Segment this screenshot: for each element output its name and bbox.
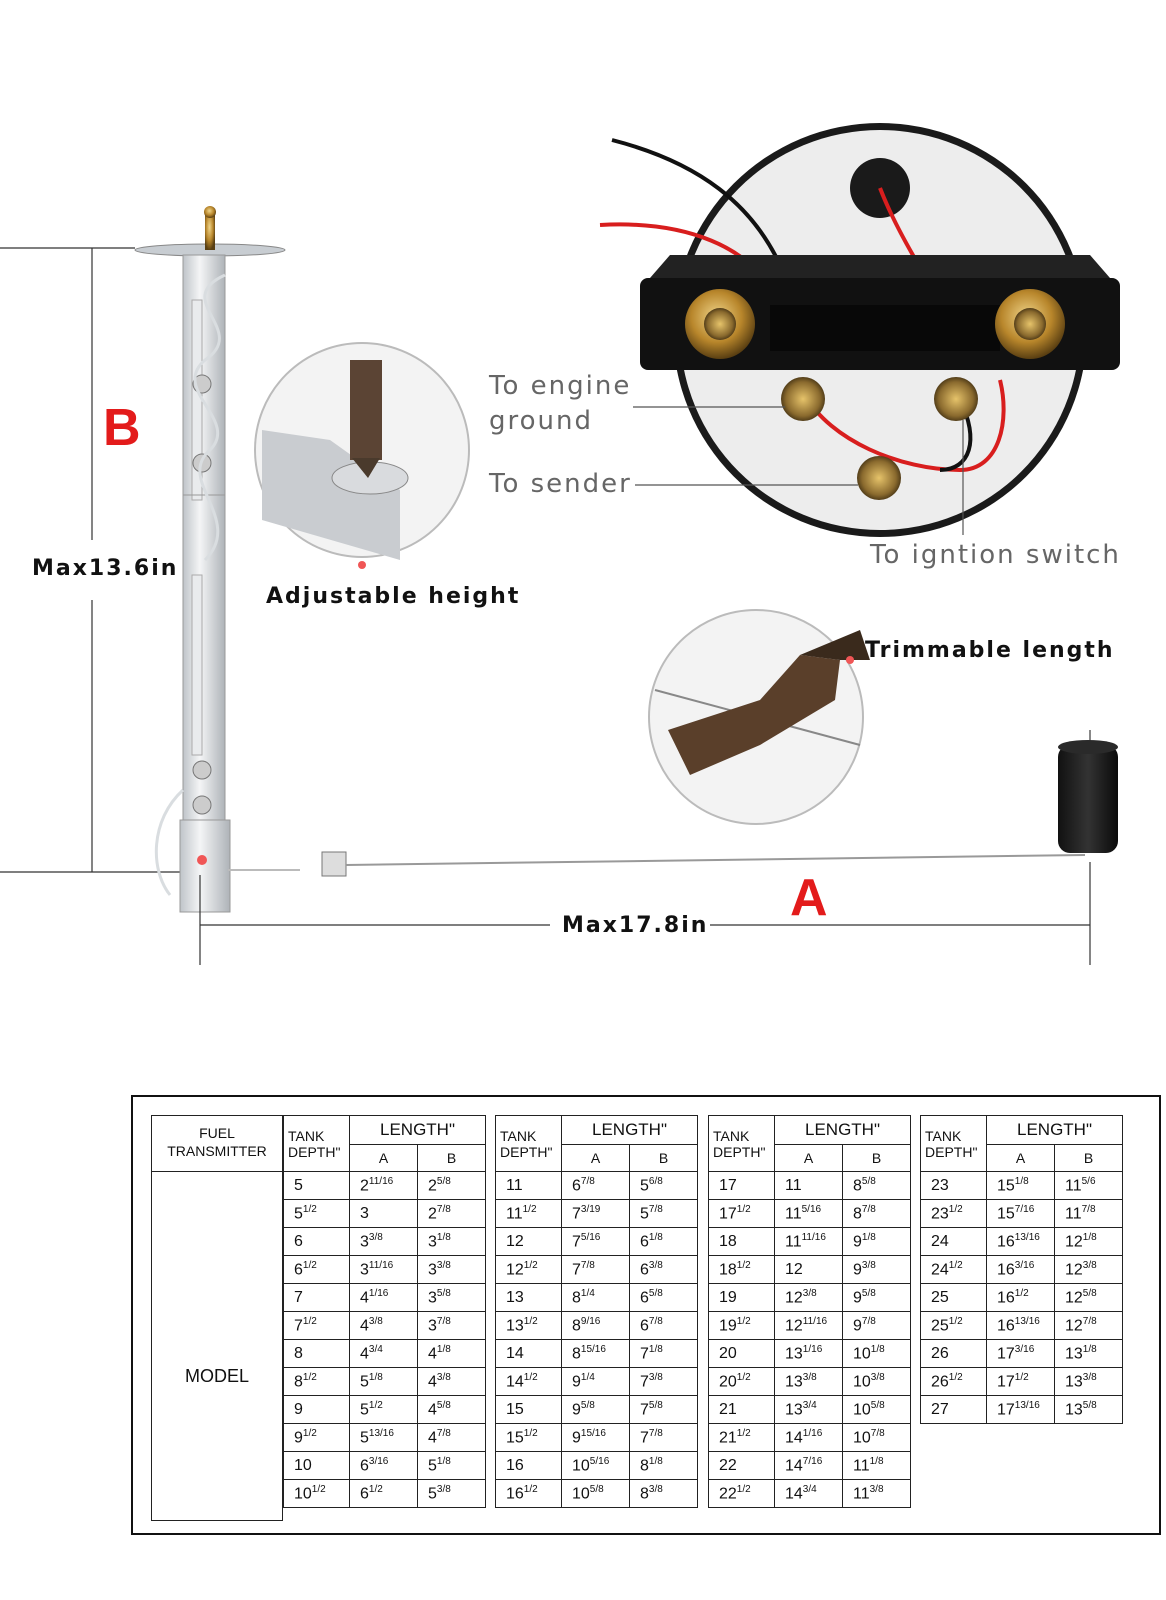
table-row [921, 1256, 1123, 1284]
tank-depth-cell: $11^{1/2}$ [496, 1200, 562, 1228]
length-b-cell: $7^{5/8}$ [630, 1396, 698, 1424]
tank-label: TANK [288, 1127, 325, 1144]
model-column [151, 1115, 283, 1521]
length-b-cell: $11^{1/8}$ [843, 1452, 911, 1480]
length-b-cell: $3^{7/8}$ [418, 1312, 486, 1340]
fuel-label: FUEL [199, 1125, 235, 1141]
length-a-cell: $4^{1/16}$ [350, 1284, 418, 1312]
label-engine-ground-1: To engine [489, 371, 632, 401]
length-a-cell: $12^{3/8}$ [775, 1284, 843, 1312]
length-a-cell: $14^{1/16}$ [775, 1424, 843, 1452]
length-b-cell: $12^{7/8}$ [1055, 1312, 1123, 1340]
tank-depth-cell: $17^{1/2}$ [709, 1200, 775, 1228]
tank-depth-cell: 7 [284, 1284, 350, 1312]
tank-depth-cell: 11 [496, 1172, 562, 1200]
table-row [921, 1340, 1123, 1368]
length-a-cell: $13^{3/4}$ [775, 1396, 843, 1424]
length-b-cell: $10^{3/8}$ [843, 1368, 911, 1396]
tank-depth-cell: 10 [284, 1452, 350, 1480]
length-b-cell: $11^{5/6}$ [1055, 1172, 1123, 1200]
tank-depth-cell: $9^{1/2}$ [284, 1424, 350, 1452]
table-row [284, 1312, 486, 1340]
table-row [709, 1200, 911, 1228]
length-b-cell: $2^{7/8}$ [418, 1200, 486, 1228]
tank-depth-cell: $25^{1/2}$ [921, 1312, 987, 1340]
tank-depth-cell: $8^{1/2}$ [284, 1368, 350, 1396]
length-a-cell: $16^{13/16}$ [987, 1228, 1055, 1256]
length-a-cell: $12^{11/16}$ [775, 1312, 843, 1340]
length-b-cell: $4^{3/8}$ [418, 1368, 486, 1396]
length-b-cell: $6^{3/8}$ [630, 1256, 698, 1284]
table-row [709, 1340, 911, 1368]
table-row [284, 1228, 486, 1256]
tank-depth-cell: $10^{1/2}$ [284, 1480, 350, 1508]
length-b-cell: $5^{3/8}$ [418, 1480, 486, 1508]
table-row [496, 1480, 698, 1508]
length-b-cell: $7^{7/8}$ [630, 1424, 698, 1452]
col-b-header: B [1055, 1145, 1123, 1172]
length-b-cell: $10^{5/8}$ [843, 1396, 911, 1424]
tank-depth-cell: $18^{1/2}$ [709, 1256, 775, 1284]
length-b-cell: $3^{3/8}$ [418, 1256, 486, 1284]
label-b: B [103, 399, 141, 457]
length-b-cell: $3^{1/8}$ [418, 1228, 486, 1256]
length-b-cell: $9^{5/8}$ [843, 1284, 911, 1312]
length-a-cell: $5^{1/2}$ [350, 1396, 418, 1424]
length-b-cell: $8^{7/8}$ [843, 1200, 911, 1228]
col-a-header: A [987, 1145, 1055, 1172]
length-a-cell: $8^{15/16}$ [562, 1340, 630, 1368]
col-b-header: B [630, 1145, 698, 1172]
length-a-cell: $7^{7/8}$ [562, 1256, 630, 1284]
length-a-cell: $17^{3/16}$ [987, 1340, 1055, 1368]
table-block-3 [708, 1115, 911, 1508]
length-b-cell: $4^{7/8}$ [418, 1424, 486, 1452]
table-row [709, 1480, 911, 1508]
length-a-cell: $17^{1/2}$ [987, 1368, 1055, 1396]
float [1058, 730, 1118, 853]
model-label: MODEL [184, 1366, 249, 1386]
table-row [496, 1396, 698, 1424]
depth-label: DEPTH" [288, 1143, 341, 1160]
table-row [921, 1228, 1123, 1256]
length-a-cell: $7^{3/19}$ [562, 1200, 630, 1228]
tank-depth-cell: 13 [496, 1284, 562, 1312]
length-b-cell: $11^{3/8}$ [843, 1480, 911, 1508]
tank-depth-cell: 15 [496, 1396, 562, 1424]
length-b-cell: $7^{3/8}$ [630, 1368, 698, 1396]
transmitter-label: TRANSMITTER [167, 1143, 267, 1159]
length-b-cell: $7^{1/8}$ [630, 1340, 698, 1368]
length-a-cell: $14^{3/4}$ [775, 1480, 843, 1508]
table-row [921, 1284, 1123, 1312]
tank-depth-cell: 23 [921, 1172, 987, 1200]
gauge-back [600, 123, 1120, 537]
table-row [709, 1452, 911, 1480]
length-a-cell: $10^{5/8}$ [562, 1480, 630, 1508]
length-a-cell: $4^{3/8}$ [350, 1312, 418, 1340]
length-a-cell: $3^{3/8}$ [350, 1228, 418, 1256]
label-ignition-switch: To igntion switch [870, 540, 1121, 570]
table-row [284, 1452, 486, 1480]
table-row [284, 1480, 486, 1508]
table-row [284, 1396, 486, 1424]
tank-depth-cell: 18 [709, 1228, 775, 1256]
col-a-header: A [775, 1145, 843, 1172]
table-row [921, 1200, 1123, 1228]
length-header: LENGTH" [350, 1116, 486, 1145]
length-table [131, 1095, 1161, 1535]
col-b-header: B [843, 1145, 911, 1172]
tank-depth-cell: $13^{1/2}$ [496, 1312, 562, 1340]
length-b-cell: $12^{1/8}$ [1055, 1228, 1123, 1256]
tank-label: TANK [500, 1127, 537, 1144]
tank-depth-cell: $7^{1/2}$ [284, 1312, 350, 1340]
table-row [496, 1256, 698, 1284]
table-row [284, 1200, 486, 1228]
tank-depth-header [284, 1116, 350, 1172]
length-b-cell: $5^{1/8}$ [418, 1452, 486, 1480]
length-a-cell: $13^{3/8}$ [775, 1368, 843, 1396]
tank-depth-cell: $19^{1/2}$ [709, 1312, 775, 1340]
label-adjustable-height: Adjustable height [266, 584, 521, 609]
length-b-cell: $4^{5/8}$ [418, 1396, 486, 1424]
depth-label: DEPTH" [925, 1143, 978, 1160]
length-b-cell: $5^{6/8}$ [630, 1172, 698, 1200]
trimmable-length-inset [649, 610, 870, 824]
tank-depth-cell: $23^{1/2}$ [921, 1200, 987, 1228]
tank-label: TANK [713, 1127, 750, 1144]
table-block-4 [920, 1115, 1123, 1424]
table-row [921, 1312, 1123, 1340]
tank-depth-cell: 25 [921, 1284, 987, 1312]
table-row [496, 1200, 698, 1228]
length-b-cell: $13^{3/8}$ [1055, 1368, 1123, 1396]
tank-depth-cell: 6 [284, 1228, 350, 1256]
table-row [496, 1284, 698, 1312]
fuel-transmitter-header [152, 1116, 282, 1172]
length-a-cell: $5^{1/8}$ [350, 1368, 418, 1396]
tank-depth-cell: $5^{1/2}$ [284, 1200, 350, 1228]
length-a-cell: $14^{7/16}$ [775, 1452, 843, 1480]
length-b-cell: $11^{7/8}$ [1055, 1200, 1123, 1228]
table-row [284, 1340, 486, 1368]
length-a-cell: $17^{13/16}$ [987, 1396, 1055, 1424]
col-b-header: B [418, 1145, 486, 1172]
tank-depth-cell: $22^{1/2}$ [709, 1480, 775, 1508]
length-a-cell: $11^{5/16}$ [775, 1200, 843, 1228]
tank-depth-cell: 17 [709, 1172, 775, 1200]
table-row [709, 1284, 911, 1312]
length-b-cell: $8^{5/8}$ [843, 1172, 911, 1200]
tank-depth-cell: $16^{1/2}$ [496, 1480, 562, 1508]
length-b-cell: $8^{1/8}$ [630, 1452, 698, 1480]
length-a-cell: $10^{5/16}$ [562, 1452, 630, 1480]
length-a-cell: $4^{3/4}$ [350, 1340, 418, 1368]
length-b-cell: $13^{5/8}$ [1055, 1396, 1123, 1424]
tank-depth-cell: $12^{1/2}$ [496, 1256, 562, 1284]
depth-label: DEPTH" [500, 1143, 553, 1160]
tank-depth-cell: 22 [709, 1452, 775, 1480]
table-row [709, 1172, 911, 1200]
length-a-cell: $11^{11/16}$ [775, 1228, 843, 1256]
label-trimmable-length: Trimmable length [865, 638, 1115, 663]
table-row [709, 1312, 911, 1340]
tank-depth-header [709, 1116, 775, 1172]
table-block-2 [495, 1115, 698, 1508]
table-row [496, 1368, 698, 1396]
table-row [496, 1172, 698, 1200]
length-b-cell: $6^{5/8}$ [630, 1284, 698, 1312]
length-b-cell: $12^{3/8}$ [1055, 1256, 1123, 1284]
tank-depth-cell: $26^{1/2}$ [921, 1368, 987, 1396]
tank-depth-cell: $24^{1/2}$ [921, 1256, 987, 1284]
label-a: A [790, 869, 828, 927]
length-a-cell: $7^{5/16}$ [562, 1228, 630, 1256]
length-b-cell: $12^{5/8}$ [1055, 1284, 1123, 1312]
length-b-cell: $2^{5/8}$ [418, 1172, 486, 1200]
length-a-cell: $2^{11/16}$ [350, 1172, 418, 1200]
length-a-cell: $9^{15/16}$ [562, 1424, 630, 1452]
table-row [709, 1368, 911, 1396]
table-row [709, 1228, 911, 1256]
tank-depth-cell: 20 [709, 1340, 775, 1368]
tank-depth-header [921, 1116, 987, 1172]
length-b-cell: $9^{3/8}$ [843, 1256, 911, 1284]
tank-depth-cell: 14 [496, 1340, 562, 1368]
table-row [284, 1172, 486, 1200]
length-a-cell: $9^{1/4}$ [562, 1368, 630, 1396]
length-a-cell: $15^{7/16}$ [987, 1200, 1055, 1228]
table-row [284, 1284, 486, 1312]
length-a-cell: $6^{7/8}$ [562, 1172, 630, 1200]
tank-depth-cell: $20^{1/2}$ [709, 1368, 775, 1396]
length-a-cell: $16^{1/2}$ [987, 1284, 1055, 1312]
length-header: LENGTH" [987, 1116, 1123, 1145]
length-a-cell: $6^{3/16}$ [350, 1452, 418, 1480]
length-a-cell: 3 [350, 1200, 418, 1228]
table-row [496, 1228, 698, 1256]
tank-depth-cell: $14^{1/2}$ [496, 1368, 562, 1396]
length-a-cell: $9^{5/8}$ [562, 1396, 630, 1424]
length-b-cell: $5^{7/8}$ [630, 1200, 698, 1228]
label-max-height: Max13.6in [32, 556, 179, 581]
length-b-cell: $6^{7/8}$ [630, 1312, 698, 1340]
table-row [709, 1396, 911, 1424]
tank-depth-cell: $21^{1/2}$ [709, 1424, 775, 1452]
table-block-1 [283, 1115, 486, 1508]
tank-depth-cell: 21 [709, 1396, 775, 1424]
col-a-header: A [350, 1145, 418, 1172]
label-sender: To sender [489, 469, 632, 499]
tank-depth-cell: 8 [284, 1340, 350, 1368]
table-row [921, 1396, 1123, 1424]
table-row [496, 1312, 698, 1340]
tank-depth-cell: 16 [496, 1452, 562, 1480]
table-row [284, 1368, 486, 1396]
tank-depth-header [496, 1116, 562, 1172]
table-row [921, 1172, 1123, 1200]
length-a-cell: $8^{9/16}$ [562, 1312, 630, 1340]
table-row [284, 1424, 486, 1452]
adjustable-height-inset [255, 343, 469, 569]
length-a-cell: $15^{1/8}$ [987, 1172, 1055, 1200]
length-b-cell: $9^{1/8}$ [843, 1228, 911, 1256]
table-row [709, 1256, 911, 1284]
table-row [284, 1256, 486, 1284]
table-row [709, 1424, 911, 1452]
length-a-cell: $8^{1/4}$ [562, 1284, 630, 1312]
length-b-cell: $3^{5/8}$ [418, 1284, 486, 1312]
length-a-cell: $6^{1/2}$ [350, 1480, 418, 1508]
length-a-cell: 12 [775, 1256, 843, 1284]
depth-label: DEPTH" [713, 1143, 766, 1160]
length-a-cell: $13^{1/16}$ [775, 1340, 843, 1368]
length-b-cell: $10^{7/8}$ [843, 1424, 911, 1452]
length-b-cell: $8^{3/8}$ [630, 1480, 698, 1508]
length-header: LENGTH" [562, 1116, 698, 1145]
tank-depth-cell: 24 [921, 1228, 987, 1256]
length-a-cell: $16^{3/16}$ [987, 1256, 1055, 1284]
length-b-cell: $4^{1/8}$ [418, 1340, 486, 1368]
length-header: LENGTH" [775, 1116, 911, 1145]
label-engine-ground-2: ground [489, 406, 593, 436]
tank-depth-cell: $15^{1/2}$ [496, 1424, 562, 1452]
length-a-cell: $3^{11/16}$ [350, 1256, 418, 1284]
tank-depth-cell: 27 [921, 1396, 987, 1424]
length-b-cell: $10^{1/8}$ [843, 1340, 911, 1368]
length-a-cell: $16^{13/16}$ [987, 1312, 1055, 1340]
length-b-cell: $13^{1/8}$ [1055, 1340, 1123, 1368]
tank-depth-cell: $6^{1/2}$ [284, 1256, 350, 1284]
tank-label: TANK [925, 1127, 962, 1144]
length-b-cell: $9^{7/8}$ [843, 1312, 911, 1340]
tank-depth-cell: 19 [709, 1284, 775, 1312]
table-row [496, 1340, 698, 1368]
col-a-header: A [562, 1145, 630, 1172]
length-a-cell: $5^{13/16}$ [350, 1424, 418, 1452]
tank-depth-cell: 26 [921, 1340, 987, 1368]
length-a-cell: 11 [775, 1172, 843, 1200]
length-b-cell: $6^{1/8}$ [630, 1228, 698, 1256]
tank-depth-cell: 12 [496, 1228, 562, 1256]
table-row [496, 1452, 698, 1480]
label-max-length: Max17.8in [562, 913, 709, 938]
table-row [921, 1368, 1123, 1396]
tank-depth-cell: 9 [284, 1396, 350, 1424]
tank-depth-cell: 5 [284, 1172, 350, 1200]
table-row [496, 1424, 698, 1452]
